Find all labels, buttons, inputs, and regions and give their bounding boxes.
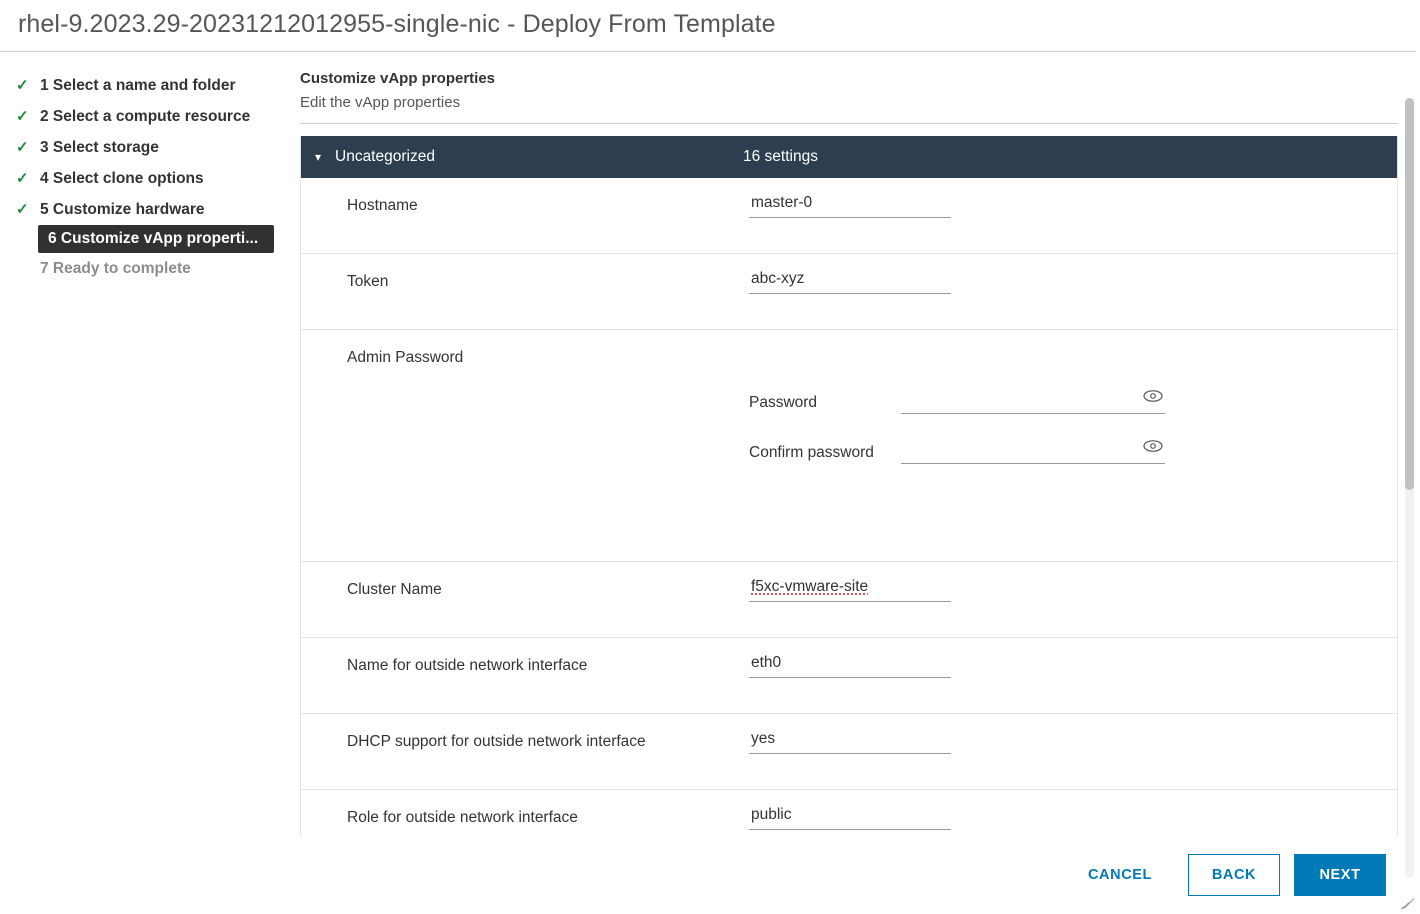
step-label: 5 Customize hardware bbox=[40, 200, 205, 218]
hostname-input[interactable] bbox=[749, 194, 951, 218]
password-field-wrapper bbox=[901, 390, 1165, 414]
outside-interface-role-input[interactable] bbox=[749, 806, 951, 830]
password-row bbox=[749, 390, 1397, 414]
property-label: Role for outside network interface bbox=[347, 809, 578, 826]
table-row bbox=[301, 178, 1397, 254]
property-label: Admin Password bbox=[347, 349, 464, 366]
password-input[interactable] bbox=[901, 390, 1131, 412]
confirm-password-label: Confirm password bbox=[749, 444, 874, 462]
dialog-body bbox=[0, 52, 1420, 836]
sidebar-item-customize-vapp-properties[interactable] bbox=[38, 225, 274, 253]
check-icon: ✓ bbox=[16, 77, 29, 94]
confirm-password-row bbox=[749, 440, 1397, 464]
sidebar-item-customize-hardware[interactable] bbox=[14, 194, 290, 225]
token-input[interactable] bbox=[749, 270, 951, 294]
sidebar-item-select-clone-options[interactable] bbox=[14, 163, 290, 194]
property-value bbox=[749, 730, 1397, 777]
dhcp-support-input[interactable] bbox=[749, 730, 951, 754]
property-label: Cluster Name bbox=[347, 581, 442, 598]
property-label: Hostname bbox=[347, 197, 418, 214]
property-value bbox=[749, 194, 1397, 241]
dialog-footer bbox=[0, 836, 1420, 914]
step-label: 6 Customize vApp properti... bbox=[48, 230, 259, 247]
pane-divider bbox=[300, 123, 1398, 124]
wizard-steps bbox=[0, 52, 290, 836]
outside-interface-name-input[interactable] bbox=[749, 654, 951, 678]
step-label: 7 Ready to complete bbox=[40, 259, 191, 277]
admin-password-fields bbox=[749, 346, 1397, 549]
sidebar-item-ready-to-complete[interactable] bbox=[14, 253, 290, 284]
content-pane bbox=[290, 52, 1420, 836]
sidebar-item-select-storage[interactable] bbox=[14, 132, 290, 163]
check-icon: ✓ bbox=[16, 170, 29, 187]
password-label: Password bbox=[749, 394, 818, 411]
page-subtitle: Edit the vApp properties bbox=[300, 94, 461, 111]
vertical-scrollbar[interactable] bbox=[1405, 98, 1414, 878]
check-icon: ✓ bbox=[16, 139, 29, 156]
sidebar-item-select-compute-resource[interactable] bbox=[14, 101, 290, 132]
table-row bbox=[301, 254, 1397, 330]
check-icon: ✓ bbox=[16, 108, 29, 125]
step-label: 3 Select storage bbox=[40, 138, 159, 156]
property-value bbox=[749, 654, 1397, 701]
chevron-down-icon[interactable]: ▾ bbox=[314, 150, 322, 164]
category-name: Uncategorized bbox=[335, 148, 435, 165]
page-title: Customize vApp properties bbox=[300, 70, 496, 87]
scrollbar-thumb[interactable] bbox=[1405, 98, 1414, 490]
properties-scroll-area[interactable] bbox=[300, 136, 1398, 836]
property-label: Name for outside network interface bbox=[347, 657, 588, 674]
table-row bbox=[301, 562, 1397, 638]
next-button[interactable]: NEXT bbox=[1294, 854, 1386, 896]
eye-icon[interactable] bbox=[1143, 439, 1163, 458]
property-value bbox=[749, 270, 1397, 317]
properties-list bbox=[300, 136, 1398, 836]
category-settings-count: 16 settings bbox=[743, 148, 818, 165]
step-label: 4 Select clone options bbox=[40, 169, 204, 187]
confirm-password-field-wrapper bbox=[901, 440, 1165, 464]
back-button[interactable]: BACK bbox=[1188, 854, 1280, 896]
check-icon: ✓ bbox=[16, 201, 29, 218]
cluster-name-input[interactable] bbox=[749, 578, 951, 602]
confirm-password-input[interactable] bbox=[901, 440, 1131, 462]
property-label: Token bbox=[347, 273, 389, 290]
table-row bbox=[301, 714, 1397, 790]
eye-icon[interactable] bbox=[1143, 389, 1163, 408]
step-label: 1 Select a name and folder bbox=[40, 76, 236, 94]
category-header-uncategorized[interactable] bbox=[301, 136, 1397, 178]
resize-grip[interactable] bbox=[1400, 894, 1414, 908]
dialog-title: rhel-9.2023.29-20231212012955-single-nic - Deploy From Template bbox=[18, 10, 776, 38]
property-value bbox=[749, 578, 1397, 625]
sidebar-item-select-name-and-folder[interactable] bbox=[14, 70, 290, 101]
table-row bbox=[301, 638, 1397, 714]
table-row bbox=[301, 330, 1397, 562]
table-row bbox=[301, 790, 1397, 836]
step-label: 2 Select a compute resource bbox=[40, 107, 251, 125]
cancel-button[interactable]: CANCEL bbox=[1066, 854, 1174, 896]
property-label: DHCP support for outside network interface bbox=[347, 733, 646, 750]
property-value bbox=[749, 806, 1397, 836]
